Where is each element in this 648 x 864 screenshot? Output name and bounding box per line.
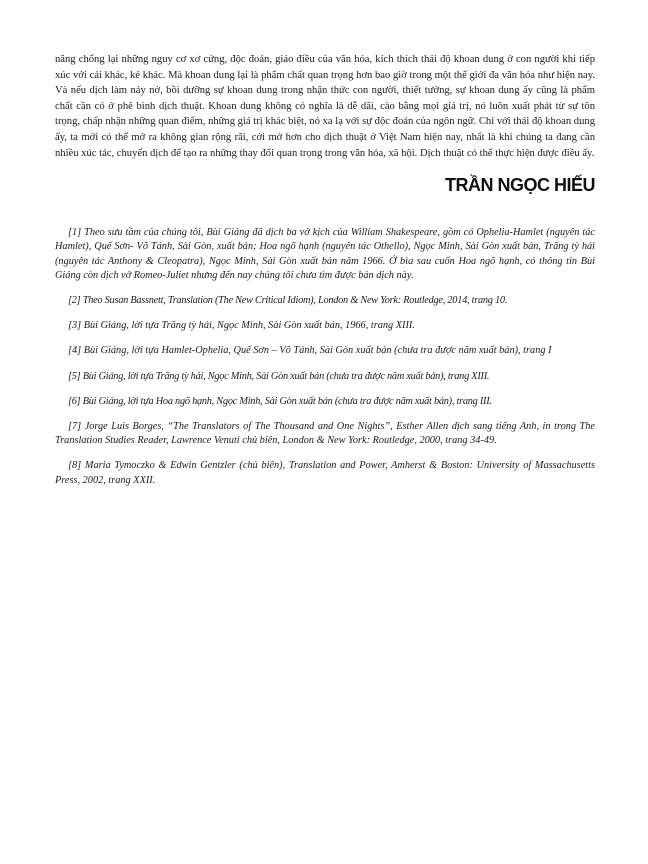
footnote-5: [5] Bùi Giáng, lời tựa Trăng tỳ hải, Ngọc Minh, Sài Gòn xuất bản (chưa tra được năm xuất bản), trang XIII.: [68, 370, 490, 382]
footnote-3: [3] Bùi Giáng, lời tựa Trăng tỳ hải, Ngọc Minh, Sài Gòn xuất bản, 1966, trang XIII.: [68, 320, 415, 332]
footnote-4: [4] Bùi Giáng, lời tựa Hamlet-Ophelia, Quế Sơn – Võ Tánh, Sài Gòn xuất bản (chưa tra được năm xuất bản), trang I: [68, 345, 552, 357]
footnote-1: [1] Theo sưu tầm của chúng tôi, Bùi Giáng đã dịch ba vở kịch của William Shakespeare, gồm có Ophelia-Hamlet (nguyên tác Hamlet), Quế Sơn- Võ Tánh, Sài Gòn, xuất bản; Hoa ngõ hạnh (nguyên tác Othello), Ngọc Minh, Sài Gòn xuất bản, Trăng tỳ hải (nguyên tác Anthony & Cleopatra), Ngọc Minh, Sài Gòn xuất bản năm 1966. Ở bìa sau cuốn Hoa ngõ hạnh, có thông tin Bùi Giáng còn dịch vở Romeo-Juliet nhưng đến nay chúng tôi chưa tìm được bản dịch này.: [55, 227, 595, 281]
footnote-8: [8] Maria Tymoczko & Edwin Gentzler (chủ biên), Translation and Power, Amherst & Boston: University of Massachusetts Press, 2002, trang XXII.: [55, 460, 595, 486]
footnote-2: [2] Theo Susan Bassnett, Translation (The New Critical Idiom), London & New York: Routledge, 2014, trang 10.: [68, 294, 508, 306]
author-name: TRẦN NGỌC HIẾU: [445, 175, 595, 196]
footnote-7: [7] Jorge Luis Borges, “The Translators of The Thousand and One Nights”, Esther Allen dịch sang tiếng Anh, in trong The Translation Studies Reader, Lawrence Venuti chủ biên, London & New York: Routledge, 2000, trang 34-49.: [55, 420, 595, 447]
footnote-6: [6] Bùi Giáng, lời tựa Hoa ngõ hạnh, Ngọc Minh, Sài Gòn xuất bản (chưa tra được năm xuất bản), trang III.: [68, 395, 492, 407]
document-page: [55, 52, 595, 499]
body-paragraph: năng chống lại những nguy cơ xơ cứng, độc đoán, giáo điều của văn hóa, kích thích thái độ khoan dung ở con người khi tiếp xúc với cái khác, kẻ khác. Mà khoan dung lại là phẩm chất quan trọng hơn bao giờ trong một thế giới đa văn hóa như hiện nay. Và nếu dịch làm nảy nở, bồi dưỡng sự khoan dung trong nhận thức con người, thiết tưởng, sự khoan dung ấy cũng là phẩm chất cần có ở phê bình dịch thuật. Khoan dung không có nghĩa là dễ dãi, cào bằng mọi giá trị, nó luôn xuất phát từ sự tôn trọng, chấp nhận những quan điểm, những giá trị khác biệt, nó xa lạ với sự độc đoán của ngôn ngữ. Chỉ với thái độ khoan dung ấy, ta mới có thể mở ra không gian rộng rãi, cởi mở hơn cho dịch thuật ở Việt Nam hiện nay, nhất là khi chúng ta đang cần nhiều xúc tác, chuyển dịch để tạo ra những thay đổi quan trọng trong văn hóa, xã hội. Dịch thuật có thể thực hiện được điều ấy.: [55, 54, 595, 159]
footnotes: [55, 226, 595, 488]
